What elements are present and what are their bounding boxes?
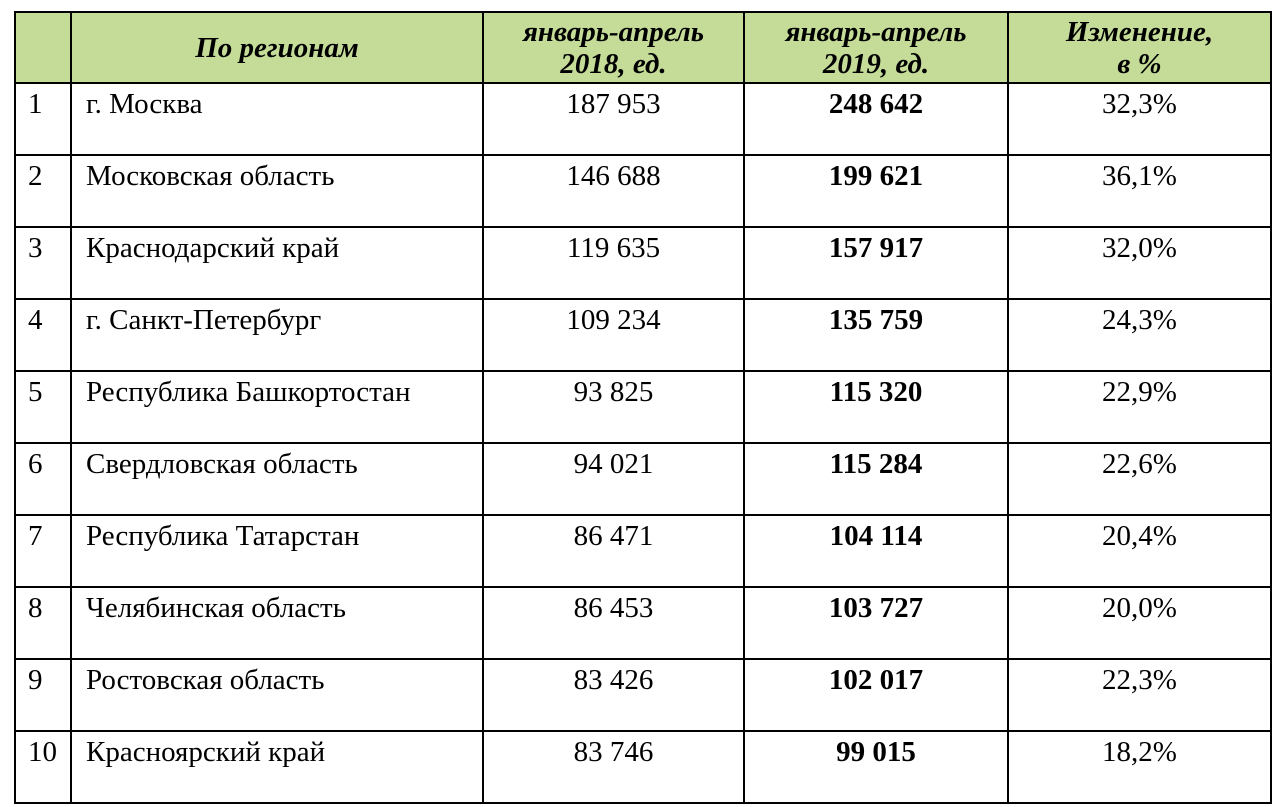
value-2018: 93 825 [483,371,744,443]
header-region: По регионам [71,12,483,83]
change-percent: 36,1% [1008,155,1271,227]
header-change-line1: Изменение, [1065,15,1214,48]
value-2019: 135 759 [744,299,1008,371]
value-2018: 83 426 [483,659,744,731]
value-2019: 99 015 [744,731,1008,803]
header-num [15,12,71,83]
value-2019: 248 642 [744,83,1008,155]
value-2018: 146 688 [483,155,744,227]
table-row [15,731,1271,803]
value-2018: 119 635 [483,227,744,299]
region-name: Республика Башкортостан [71,371,483,443]
header-2018-line1: январь-апрель [522,15,705,48]
row-number: 10 [15,731,71,803]
row-number: 4 [15,299,71,371]
value-2019: 102 017 [744,659,1008,731]
value-2019: 115 320 [744,371,1008,443]
header-change [1008,12,1271,83]
value-2018: 109 234 [483,299,744,371]
row-number: 3 [15,227,71,299]
row-number: 6 [15,443,71,515]
region-name: Челябинская область [71,587,483,659]
value-2019: 103 727 [744,587,1008,659]
region-name: Республика Татарстан [71,515,483,587]
change-percent: 22,9% [1008,371,1271,443]
change-percent: 20,4% [1008,515,1271,587]
row-number: 7 [15,515,71,587]
value-2018: 187 953 [483,83,744,155]
region-name: Ростовская область [71,659,483,731]
header-2018 [483,12,744,83]
change-percent: 32,0% [1008,227,1271,299]
table-row [15,587,1271,659]
value-2019: 115 284 [744,443,1008,515]
change-percent: 24,3% [1008,299,1271,371]
change-percent: 22,3% [1008,659,1271,731]
table-row [15,659,1271,731]
table-row [15,155,1271,227]
change-percent: 32,3% [1008,83,1271,155]
region-name: Красноярский край [71,731,483,803]
region-name: Московская область [71,155,483,227]
region-name: Краснодарский край [71,227,483,299]
row-number: 2 [15,155,71,227]
change-percent: 20,0% [1008,587,1271,659]
table-row [15,515,1271,587]
header-2019-line2: 2019, ед. [822,47,930,80]
region-name: г. Москва [71,83,483,155]
row-number: 5 [15,371,71,443]
value-2018: 86 453 [483,587,744,659]
value-2019: 199 621 [744,155,1008,227]
regions-table-container [14,11,1272,804]
value-2018: 86 471 [483,515,744,587]
table-row [15,443,1271,515]
region-name: г. Санкт-Петербург [71,299,483,371]
value-2019: 104 114 [744,515,1008,587]
row-number: 9 [15,659,71,731]
table-row [15,227,1271,299]
value-2019: 157 917 [744,227,1008,299]
table-header-row [15,12,1271,83]
value-2018: 94 021 [483,443,744,515]
row-number: 1 [15,83,71,155]
change-percent: 18,2% [1008,731,1271,803]
header-2018-line2: 2018, ед. [560,47,667,80]
regions-table [14,11,1272,804]
region-name: Свердловская область [71,443,483,515]
header-change-line2: в % [1117,47,1162,80]
change-percent: 22,6% [1008,443,1271,515]
header-2019 [744,12,1008,83]
table-row [15,299,1271,371]
header-2019-line1: январь-апрель [785,15,967,48]
table-row [15,371,1271,443]
value-2018: 83 746 [483,731,744,803]
table-row [15,83,1271,155]
row-number: 8 [15,587,71,659]
